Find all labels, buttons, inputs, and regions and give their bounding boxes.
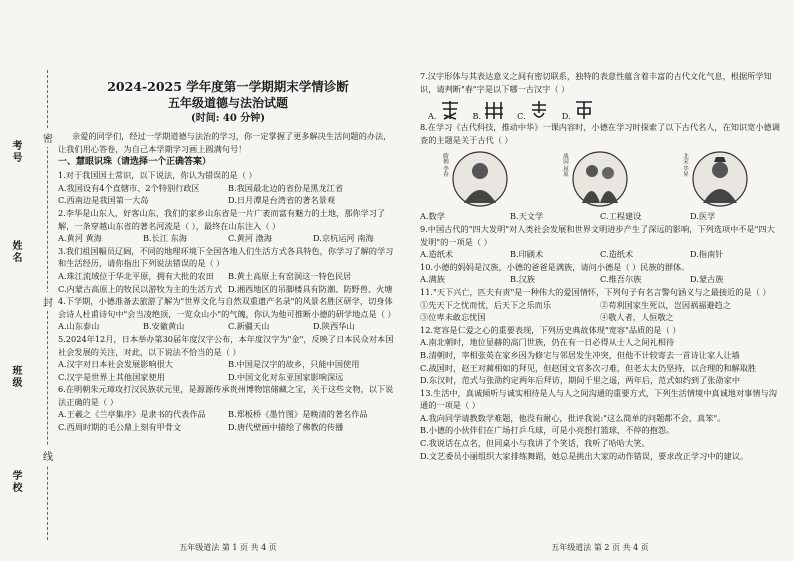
question-5-options	[58, 358, 398, 383]
option-d[interactable]: D.东汉时，范式与张劭约定两年后拜访，期间千里之遥，两年后，范式如约到了张劭家中	[420, 375, 741, 386]
question-12: 12.宽容是仁爱之心的重要表现，下列历史典故体现"宽容"品质的是（ ）	[420, 324, 681, 335]
option-c[interactable]: C.汉字是世界上其他国家使用	[58, 371, 165, 382]
option-b[interactable]: B.黄土高原上有窑洞这一特色民居	[228, 270, 352, 281]
option-b[interactable]: B.中国是汉字的故乡，只能中国使用	[228, 359, 360, 370]
question-3: 3.我们祖国幅员辽阔，不同的地理环境下全国各地人们生活方式各具特色，你学习了解的学习和生活经历，请你指出下列说法错误的是（ ）	[58, 245, 394, 269]
page-2	[420, 0, 780, 561]
portrait-caption: 隋朝 李春	[442, 153, 448, 178]
portrait-caption: 战国 屈原	[562, 153, 568, 178]
page-1-footer: 五年级道法 第 1 页 共 4 页	[179, 543, 277, 552]
intro-text: 亲爱的同学们，经过一学期道德与法治的学习，你一定掌握了更多解决生活问题的办法，让我们用心答卷，为自己本学期学习画上圆满句号！	[58, 131, 392, 154]
exam-title: 2024-2025 学年度第一学期期末学情诊断	[107, 79, 349, 94]
ancient-glyph-icon	[439, 99, 461, 121]
option-1[interactable]: ①先天下之忧而忧，后天下之乐而乐	[420, 299, 552, 310]
option-c[interactable]: C.我说话在点名，但同桌小与我讲了个笑话，我听了哈哈大笑。	[420, 438, 650, 449]
seal-char-xian: 线	[43, 446, 53, 465]
option-d[interactable]: D.中国文化对东亚国家影响深远	[228, 371, 344, 382]
option-b[interactable]: B.	[473, 99, 506, 121]
class-label: 班级	[10, 365, 21, 389]
option-d[interactable]: D.	[562, 99, 595, 121]
option-d[interactable]: D.日月潭是台湾省的著名景观	[228, 195, 336, 206]
option-c[interactable]: C.西周时期的毛公鼎上刻有甲骨文	[58, 422, 182, 433]
option-d[interactable]: D.指南针	[690, 249, 724, 260]
option-a[interactable]: A.	[428, 99, 461, 121]
option-b[interactable]: B.小德的小伙伴们在广场打乒乓球，可是小亮想打篮球，不停的抱怨。	[420, 425, 675, 436]
question-9: 9.中国古代的"四大发明"对人类社会发展和世界文明进步产生了深远的影响，下列选项中不是"四大发明"的一项是（ ）	[420, 223, 775, 247]
option-b[interactable]: B.天文学	[510, 211, 544, 222]
option-4[interactable]: ④敬人者，人恒敬之	[600, 312, 674, 323]
question-6: 6.在明朝朱元璋攻打汉民族状元里，是源源传承贵州博物馆储藏之宝，关于这些文物，以下说法正确的是（ ）	[58, 384, 394, 407]
option-d[interactable]: D.京杭运河 南海	[313, 233, 374, 244]
option-b[interactable]: B.我国最北边的省份是黑龙江省	[228, 182, 344, 193]
option-3[interactable]: ③位卑未敢忘忧国	[420, 312, 486, 323]
page-1	[58, 0, 398, 561]
option-a[interactable]: A.满族	[420, 274, 445, 285]
question-7: 7.汉字形体与其表达意义之间有密切联系，独特的表意性蕴含着丰富的古代文化气息，根据所学知识，请判断"春"字是以下哪一古汉字（ ）	[420, 71, 772, 94]
option-c[interactable]: C.	[517, 99, 550, 121]
question-1: 1.对于我国国土常识，以下说法，你认为错误的是（ ）	[58, 170, 257, 181]
option-a[interactable]: A.珠江流域位于华北平原，拥有大批的农田	[58, 270, 214, 281]
page-2-footer: 五年级道法 第 2 页 共 4 页	[551, 543, 649, 552]
question-2: 2.李华是山东人，好客山东，我们的家乡山东省是一片广袤而富有魅力的土地，那你学习了解，一条穿越山东省的著名河流是（ ），最终在山东注入（ ）	[58, 207, 386, 231]
option-b[interactable]: B.汉族	[510, 274, 535, 285]
option-b[interactable]: B.长江 东海	[143, 233, 187, 244]
option-d[interactable]: D.湘西地区的吊脚楼具有防潮、防野兽、火塘	[228, 283, 393, 294]
option-a[interactable]: A.王羲之《兰亭集序》是隶书的代表作品	[58, 409, 206, 420]
school-label: 学校	[10, 470, 21, 494]
scholar-portrait-icon	[570, 149, 630, 209]
option-b[interactable]: B.郑板桥《墨竹图》是晚清的著名作品	[228, 409, 368, 420]
option-c[interactable]: C.黄河 渤海	[228, 233, 272, 244]
question-13: 13.生活中，真诚倾听与诚实相待是人与人之间沟通的重要方式，下列生活情境中真诚地对事情与沟通的一项是（ ）	[420, 387, 777, 411]
option-c[interactable]: C.工程建设	[600, 211, 642, 222]
section-1-heading: 一、慧眼识珠（请选择一个正确答案）	[58, 157, 212, 168]
option-a[interactable]: A.我国设有4个直辖市、2个特别行政区	[58, 182, 200, 193]
seal-char-mi: 密	[43, 128, 53, 147]
question-8-options	[420, 210, 780, 223]
question-1-options	[58, 182, 398, 207]
question-10: 10.小德的妈妈是汉族，小德的爸爸是满族，请问小德是（ ）民族的群体。	[420, 261, 690, 272]
exam-time: (时间: 40 分钟)	[190, 113, 266, 124]
question-4: 4.下学期，小德准备去旅游了解为"世界文化与自然双重遗产名录"的风景名胜区研学，切身体会诗人杜甫诗句中"会当凌绝顶，一览众山小"的气魄，你认为他可推断小德的研学地点是（ ）	[58, 296, 396, 319]
question-8-portraits	[420, 149, 780, 209]
option-d[interactable]: D.医学	[690, 211, 716, 222]
option-d[interactable]: D.文艺委员小丽组织大家排练舞蹈，她总是挑出大家的动作错误，要求改正学习中的建议。	[420, 450, 749, 461]
question-2-options	[58, 232, 398, 245]
question-11-options	[420, 299, 780, 324]
question-8: 8.在学习《古代科技，推动中华》一课内容时，小德在学习时探索了以下古代名人，在知识宽小德调查的主题是关于古代（ ）	[420, 122, 780, 145]
ancient-glyph-icon	[573, 99, 595, 121]
option-b[interactable]: B.清朝时，宰相张英在家乡因为修宅与邻居发生冲突，但他不计较寄去一首诗让家人让墙	[420, 349, 740, 360]
name-label: 姓名	[10, 240, 21, 264]
option-a[interactable]: A.汉字对日本社会发展影响很大	[58, 359, 173, 370]
portrait-3	[682, 149, 750, 209]
option-c[interactable]: C.内蒙古高原上的牧民以游牧为主的生活方式	[58, 283, 223, 294]
option-c[interactable]: C.维吾尔族	[600, 274, 642, 285]
option-b[interactable]: B.印刷术	[510, 249, 544, 260]
exam-number-label: 考号	[10, 140, 21, 164]
option-a[interactable]: A.山东泰山	[58, 321, 100, 332]
question-3-options	[58, 270, 398, 295]
question-7-options	[420, 95, 780, 121]
question-11: 11."天下兴亡，匹夫有责"是一种伟大的爱国情怀，下列句子有名言警句涵义与之最接近的是（ ）	[420, 286, 771, 297]
option-b[interactable]: B.安徽黄山	[143, 321, 185, 332]
option-c[interactable]: C.西南边是我国第一大岛	[58, 195, 149, 206]
scholar-portrait-icon	[450, 149, 510, 209]
option-d[interactable]: D.陕西华山	[313, 321, 355, 332]
portrait-1	[442, 149, 510, 209]
option-d[interactable]: D.唐代壁画中描绘了佛教的传播	[228, 422, 344, 433]
option-a[interactable]: A.数学	[420, 211, 445, 222]
exam-subtitle: 五年级道德与法治试题	[167, 96, 288, 110]
portrait-2	[562, 149, 630, 209]
question-4-options	[58, 320, 398, 333]
seal-char-feng: 封	[43, 292, 53, 311]
binding-margin	[0, 0, 58, 561]
ancient-glyph-icon	[483, 99, 505, 121]
option-d[interactable]: D.蒙古族	[690, 274, 724, 285]
ancient-glyph-icon	[528, 99, 550, 121]
question-9-options	[420, 248, 780, 261]
option-c[interactable]: C.新疆天山	[228, 321, 270, 332]
option-c[interactable]: C.战国时，赵王对蔺相如的拜见，但赵国文官多次刁难，但老太太仍坚持，以合理的和解取胜	[420, 362, 757, 373]
option-2[interactable]: ②苟利国家生死以，岂因祸福避趋之	[600, 299, 732, 310]
question-10-options	[420, 273, 780, 286]
question-6-options	[58, 408, 398, 433]
option-a[interactable]: A.黄河 黄海	[58, 233, 102, 244]
option-a[interactable]: A.我向同学请教数学难题，他没有耐心，批评我说:"这么简单的问题都不会，真笨"。	[420, 412, 726, 423]
portrait-caption: 北宋 毕昇	[682, 153, 688, 178]
option-c[interactable]: C.造纸术	[600, 249, 634, 260]
scholar-portrait-icon	[690, 149, 750, 209]
option-a[interactable]: A.造纸术	[420, 249, 454, 260]
option-a[interactable]: A.南北朝时，地位显赫的高门世族，仍在有一日必得从士人之间礼相待	[420, 337, 675, 348]
question-5: 5.2024年12月，日本举办第30届年度汉字公布，本年度汉字为"金"，反映了日本民众对本国社会发展的关注，对此，以下说法不恰当的是（ ）	[58, 333, 394, 357]
